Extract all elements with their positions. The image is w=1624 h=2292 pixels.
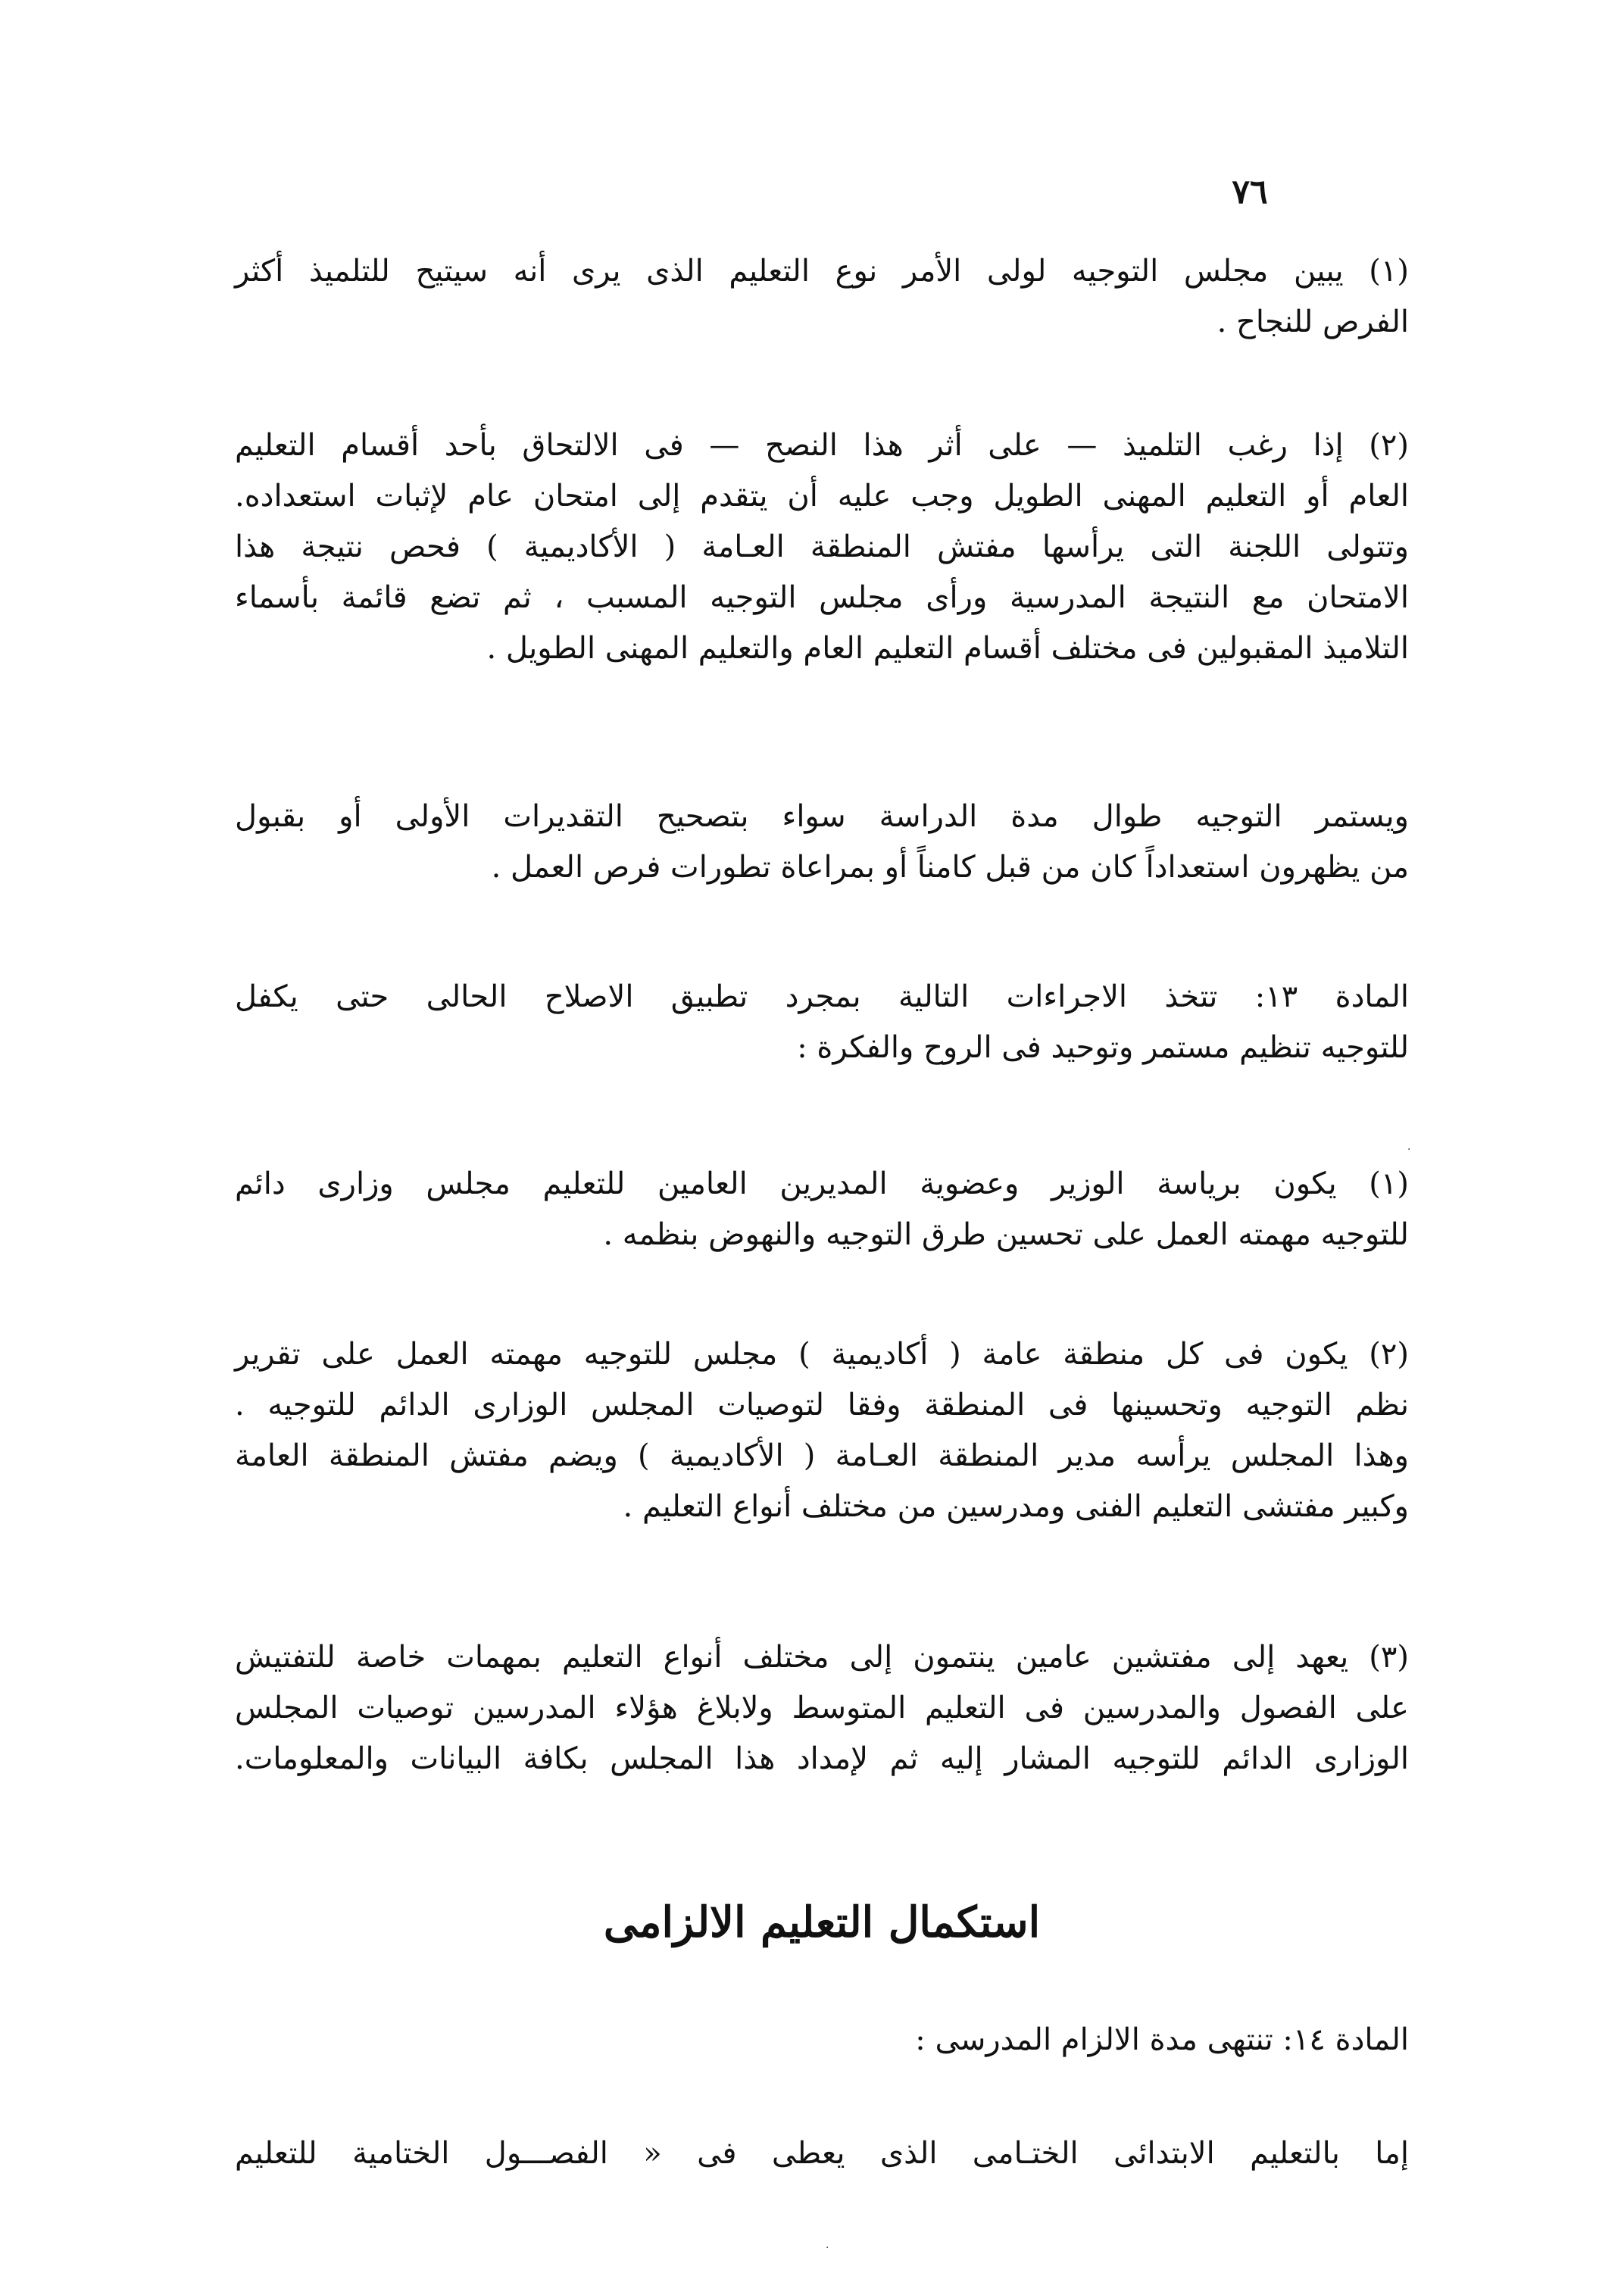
paragraph-item-1 xyxy=(235,246,1409,348)
article-14 xyxy=(235,2015,1409,2066)
paragraph-guidance xyxy=(235,792,1409,893)
paragraph-item-2 xyxy=(235,420,1409,674)
text-line: (١) يكون برياسة الوزير وعضوية المديرين العامين للتعليم مجلس وزارى دائم xyxy=(235,1166,1409,1201)
article-13 xyxy=(235,972,1409,1073)
text-line: المادة ١٣: تتخذ الاجراءات التالية بمجرد تطبيق الاصلاح الحالى حتى يكفل xyxy=(235,979,1409,1014)
text-line: الامتحان مع النتيجة المدرسية ورأى مجلس التوجيه المسبب ، ثم تضع قائمة بأسماء xyxy=(235,580,1409,615)
text-line: من يظهرون استعداداً كان من قبل كامناً أو بمراعاة تطورات فرص العمل . xyxy=(491,850,1409,885)
text-line: الوزارى الدائم للتوجيه المشار إليه ثم لإمداد هذا المجلس بكافة البيانات والمعلومات. xyxy=(235,1741,1409,1776)
article-13-item-2 xyxy=(235,1329,1409,1532)
scan-speck: · xyxy=(826,2242,829,2254)
text-line: للتوجيه تنظيم مستمر وتوحيد فى الروح والفكرة : xyxy=(797,1030,1409,1065)
text-line: (٢) إذا رغب التلميذ — على أثر هذا النصح — فى الالتحاق بأحد أقسام التعليم xyxy=(235,428,1409,463)
text-line: التلاميذ المقبولين فى مختلف أقسام التعليم العام والتعليم المهنى الطويل . xyxy=(486,631,1409,666)
text-line: نظم التوجيه وتحسينها فى المنطقة وفقا لتوصيات المجلس الوزارى الدائم للتوجيه . xyxy=(235,1388,1409,1422)
text-line: وهذا المجلس يرأسه مدير المنطقة العـامة ( الأكاديمية ) ويضم مفتش المنطقة العامة xyxy=(235,1438,1409,1473)
text-line: وكبير مفتشى التعليم الفنى ومدرسين من مختلف أنواع التعليم . xyxy=(623,1489,1409,1524)
article-13-item-1 xyxy=(235,1159,1409,1260)
text-line: على الفصول والمدرسين فى التعليم المتوسط ولابلاغ هؤلاء المدرسين توصيات المجلس xyxy=(235,1691,1409,1725)
article-14-first-line xyxy=(235,2128,1409,2179)
scan-speck: · xyxy=(1407,1144,1411,1156)
page-number: ٧٦ xyxy=(1232,173,1268,211)
article-13-item-3 xyxy=(235,1632,1409,1785)
text-line: للتوجيه مهمته العمل على تحسين طرق التوجيه والنهوض بنظمه . xyxy=(603,1217,1409,1252)
text-line: (١) يبين مجلس التوجيه لولى الأمر نوع التعليم الذى يرى أنه سيتيح للتلميذ أكثر xyxy=(235,254,1409,289)
text-line: الفرص للنجاح . xyxy=(1216,304,1409,339)
text-line: ويستمر التوجيه طوال مدة الدراسة سواء بتصحيح التقديرات الأولى أو بقبول xyxy=(235,799,1409,834)
section-heading: استكمال التعليم الالزامى xyxy=(603,1897,1041,1947)
text-line: (٣) يعهد إلى مفتشين عامين ينتمون إلى مختلف أنواع التعليم بمهمات خاصة للتفتيش xyxy=(235,1640,1409,1675)
text-line: العام أو التعليم المهنى الطويل وجب عليه أن يتقدم إلى امتحان عام لإثبات استعداده. xyxy=(235,479,1409,514)
text-line: المادة ١٤: تنتهى مدة الالزام المدرسى : xyxy=(915,2022,1409,2057)
text-line: إما بالتعليم الابتدائى الختـامى الذى يعطى فى « الفصـــول الختامية للتعليم xyxy=(235,2136,1409,2171)
text-line: (٢) يكون فى كل منطقة عامة ( أكاديمية ) مجلس للتوجيه مهمته العمل على تقرير xyxy=(235,1337,1409,1372)
text-line: وتتولى اللجنة التى يرأسها مفتش المنطقة العـامة ( الأكاديمية ) فحص نتيجة هذا xyxy=(235,529,1409,564)
